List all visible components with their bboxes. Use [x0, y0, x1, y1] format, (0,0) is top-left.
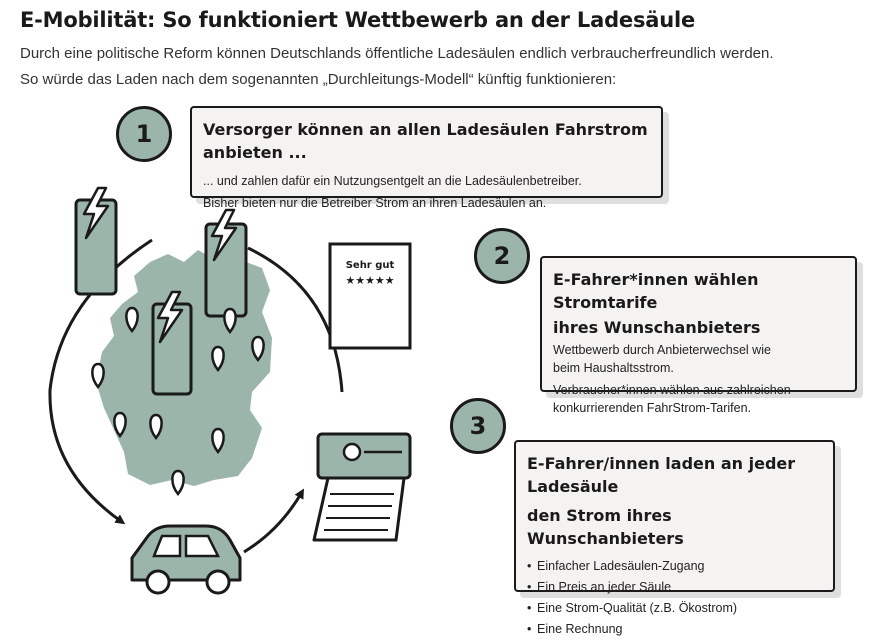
charging-station-icon	[153, 292, 191, 394]
step-2-badge: 2	[474, 228, 530, 284]
step-2-text-2b: konkurrierenden FahrStrom-Tarifen.	[553, 401, 751, 415]
step-2-text-1a: Wettbewerb durch Anbieterwechsel wie	[553, 343, 771, 357]
list-item: • Ein Preis an jeder Säule	[527, 577, 822, 598]
subtitle-line-2: So würde das Laden nach dem sogenannten „Durchleitungs-Modell“ künftig funktionieren:	[20, 71, 617, 88]
step-1-title: Versorger können an allen Ladesäulen Fahrstrom anbieten ...	[203, 120, 648, 162]
charging-station-icon	[206, 210, 246, 316]
step-1-line-1: ... und zahlen dafür ein Nutzungsentgelt an die Ladesäulenbetreiber.	[203, 174, 582, 188]
rating-stars: ★★★★★	[345, 274, 395, 287]
rating-label: Sehr gut	[345, 260, 395, 271]
bullet-icon: •	[527, 601, 532, 615]
step-3-card	[514, 440, 835, 636]
step-2-text-1b: beim Haushaltsstrom.	[553, 361, 674, 375]
page-title: E-Mobilität: So funktioniert Wettbewerb an der Ladesäule	[20, 8, 696, 32]
step-3-title-line-2: den Strom ihres Wunschanbieters	[527, 506, 684, 548]
step-2-text-2a: Verbraucher*innen wählen aus zahlreichen	[553, 383, 791, 397]
list-item: • Eine Strom-Qualität (z.B. Ökostrom)	[527, 598, 822, 619]
subtitle-line-1: Durch eine politische Reform können Deutschlands öffentliche Ladesäulen endlich verbraucherfreundlich werden.	[20, 45, 774, 62]
invoice-icon	[314, 434, 410, 540]
step-3-bullet-list	[527, 556, 822, 640]
step-2-title-line-2: ihres Wunschanbieters	[553, 318, 761, 337]
step-1-line-2: Bisher bieten nur die Betreiber Strom an ihren Ladesäulen an.	[203, 196, 547, 210]
list-item: • Eine Rechnung	[527, 619, 822, 640]
bullet-icon: •	[527, 622, 532, 636]
step-1-card	[190, 106, 663, 210]
step-1-badge: 1	[116, 106, 172, 162]
bullet-icon: •	[527, 580, 532, 594]
step-3-title-line-1: E-Fahrer/innen laden an jeder Ladesäule	[527, 454, 796, 496]
car-icon	[132, 526, 240, 593]
charging-station-icon	[76, 188, 116, 294]
list-item: • Einfacher Ladesäulen-Zugang	[527, 556, 822, 577]
bullet-icon: •	[527, 559, 532, 573]
step-3-badge: 3	[450, 398, 506, 454]
step-2-card	[540, 256, 857, 415]
cycle-arrow-icon	[244, 492, 302, 552]
step-2-title-line-1: E-Fahrer*innen wählen Stromtarife	[553, 270, 759, 312]
rating-card-icon	[330, 244, 410, 348]
